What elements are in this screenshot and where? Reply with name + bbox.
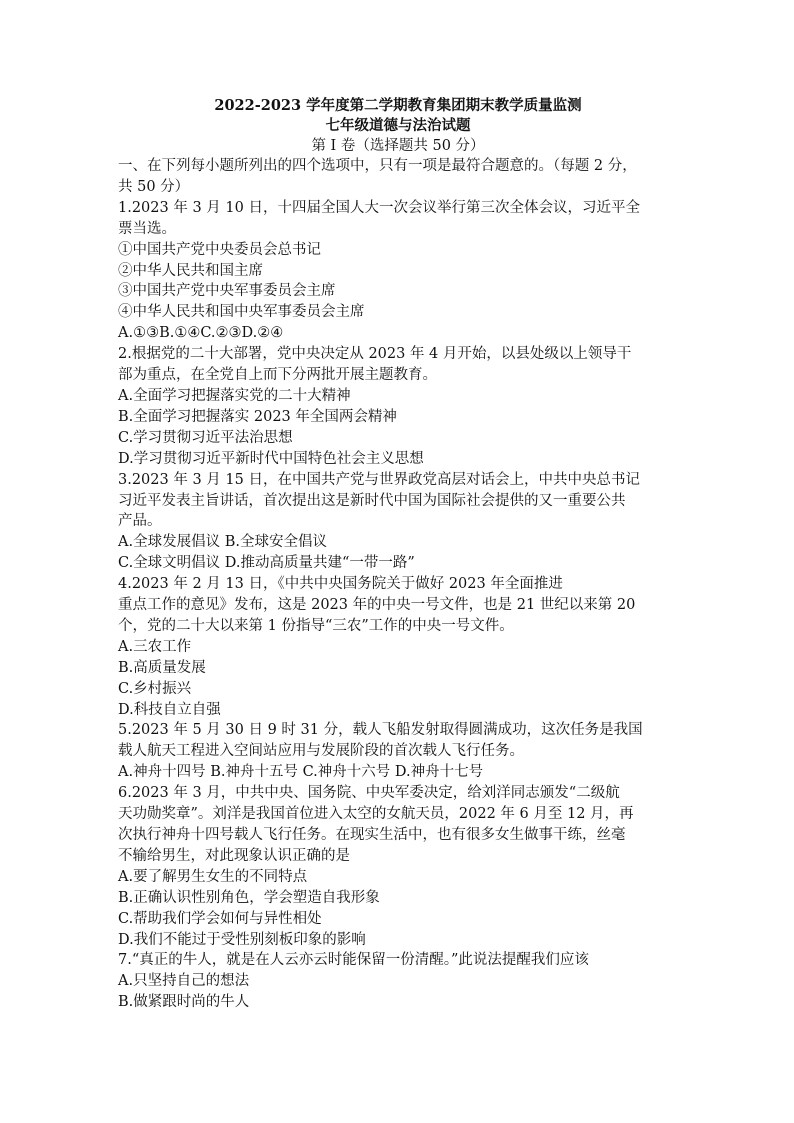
question-item [118,574,678,720]
question-stem-line: 部为重点，在全党自上而下分两批开展主题教育。 [118,367,437,384]
question-stem-line: 次执行神舟十四号载人飞行任务。在现实生活中，也有很多女生做事干练，丝毫 [118,827,626,843]
question-item [118,950,678,1013]
question-stem-line: 1.2023 年 3 月 10 日，十四届全国人大一次会议举行第三次全体会议，习近平全 [118,199,640,216]
question-option: A.①③B.①④C.②③D.②④ [118,325,284,342]
question-option: C.乡村振兴 [118,680,192,697]
question-option: C.学习贯彻习近平法治思想 [118,429,293,446]
question-option: ③中国共产党中央军事委员会主席 [118,283,336,300]
question-option: B.高质量发展 [118,659,206,676]
question-stem-line: 5.2023 年 5 月 30 日 9 时 31 分，载人飞船发射取得圆满成功，这次任务是我国 [118,722,643,739]
question-stem-line: 7.“真正的牛人，就是在人云亦云时能保留一份清醒。”此说法提醒我们应该 [118,952,589,969]
question-stem-line: 3.2023 年 3 月 15 日，在中国共产党与世界政党高层对话会上，中共中央总书记 [118,471,640,488]
question-option: ④中华人民共和国中央军事委员会主席 [118,304,365,321]
question-stem-line: 载人航天工程进入空间站应用与发展阶段的首次载人飞行任务。 [118,743,524,760]
question-option: A.全球发展倡议 B.全球安全倡议 [118,534,327,551]
question-list [118,198,678,1013]
question-option: A.全面学习把握落实党的二十大精神 [118,387,351,404]
question-item [118,783,678,950]
question-option: C.帮助我们学会如何与异性相处 [118,910,322,927]
question-option: A.神舟十四号 B.神舟十五号 C.神舟十六号 D.神舟十七号 [118,764,484,781]
question-stem-line: 4.2023 年 2 月 13 日，《中共中央国务院关于做好 2023 年全面推进 [118,576,563,593]
question-option: D.学习贯彻习近平新时代中国特色社会主义思想 [118,450,424,467]
exam-page [118,96,678,1013]
question-stem-line: 6.2023 年 3 月，中共中央、国务院、中央军委决定，给刘洋同志颁发“二级航 [118,785,620,802]
question-option: A.只坚持自己的想法 [118,973,250,990]
question-option: A.三农工作 [118,638,192,655]
question-option: C.全球文明倡议 D.推动高质量共建“一带一路” [118,555,415,572]
exam-title: 2022-2023 学年度第二学期教育集团期末教学质量监测 [214,97,582,114]
question-item [118,344,678,469]
question-option: A.要了解男生女生的不同特点 [118,868,308,885]
question-stem-line: 天功勋奖章”。刘洋是我国首位进入太空的女航天员，2022 年 6 月至 12 月，再 [118,806,634,823]
question-stem-line: 重点工作的意见》发布，这是 2023 年的中央一号文件，也是 21 世纪以来第 20 [118,597,636,614]
section-title: 第 I 卷（选择题共 50 分） [311,138,485,154]
question-option: B.正确认识性别角色，学会塑造自我形象 [118,889,380,906]
instructions-line: 一、在下列每小题所列出的四个选项中，只有一项是最符合题意的。（每题 2 分， [118,158,637,174]
question-stem-line: 产品。 [118,513,162,530]
question-option: D.科技自立自强 [118,701,221,718]
question-item [118,720,678,783]
question-option: B.全面学习把握落实 2023 年全国两会精神 [118,408,397,425]
question-option: D.我们不能过于受性别刻板印象的影响 [118,931,366,948]
instructions-line: 共 50 分） [118,178,190,195]
question-option: ②中华人民共和国主席 [118,262,263,279]
exam-subject-title: 七年级道德与法治试题 [325,117,471,134]
question-stem-line: 个，党的二十大以来第 1 份指导“三农”工作的中央一号文件。 [118,617,514,634]
question-stem-line: 不输给男生，对此现象认识正确的是 [118,847,350,864]
question-stem-line: 票当选。 [118,220,176,237]
question-item [118,470,678,575]
question-item [118,198,678,344]
question-option: B.做紧跟时尚的牛人 [118,994,250,1011]
question-stem-line: 2.根据党的二十大部署，党中央决定从 2023 年 4 月开始，以县处级以上领导干 [118,346,632,363]
question-stem-line: 习近平发表主旨讲话，首次提出这是新时代中国为国际社会提供的又一重要公共 [118,492,626,509]
question-option: ①中国共产党中央委员会总书记 [118,241,321,258]
